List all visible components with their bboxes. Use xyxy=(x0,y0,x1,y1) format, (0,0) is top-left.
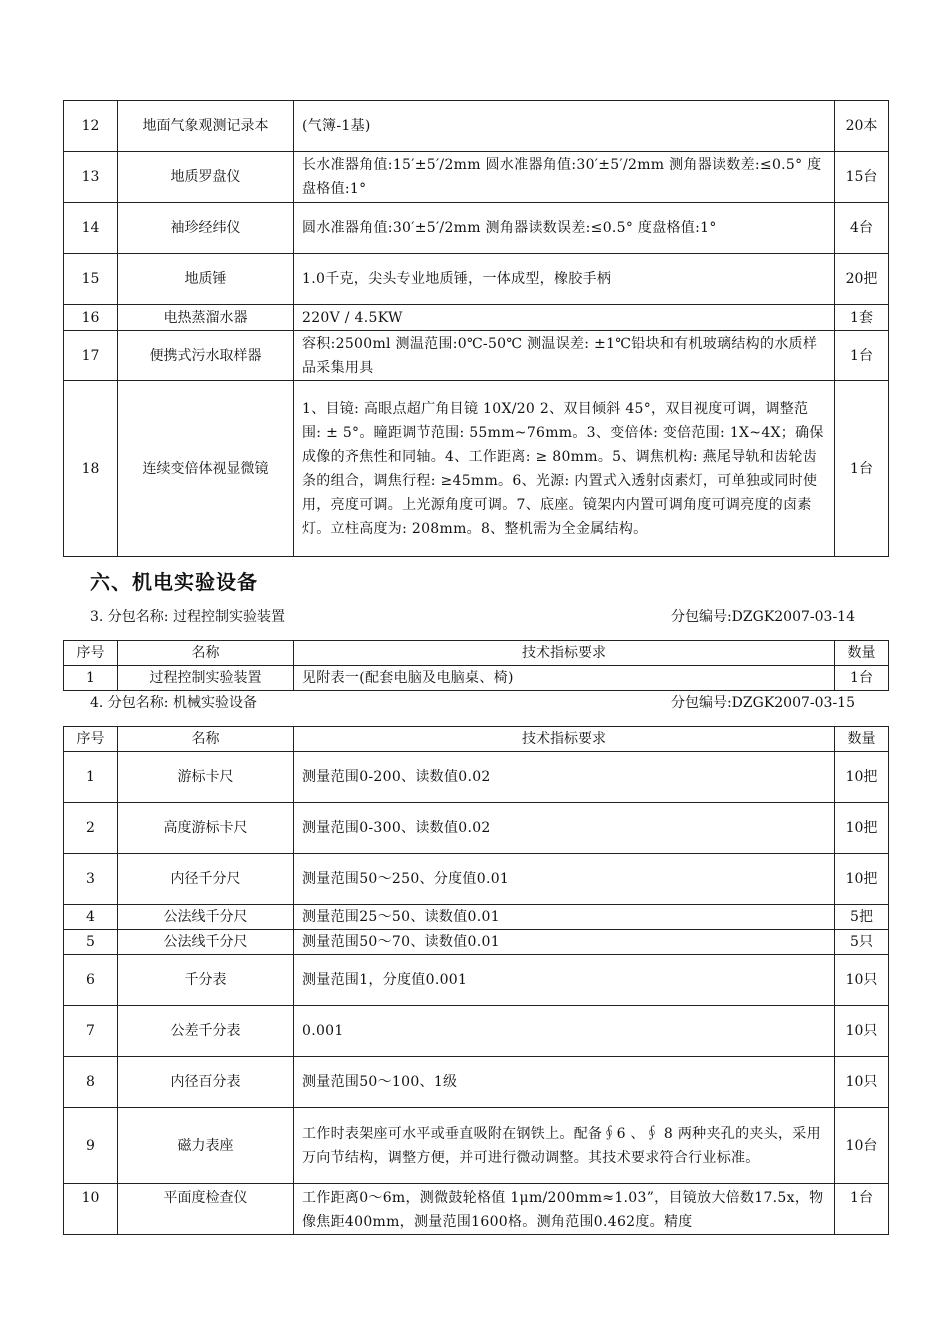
item-spec: 圆水准器角值:30′±5′/2mm 测角器读数误差:≤0.5° 度盘格值:1° xyxy=(294,203,835,254)
item-quantity: 5把 xyxy=(835,905,889,930)
item-name: 平面度检查仪 xyxy=(118,1184,294,1235)
header-spec: 技术指标要求 xyxy=(294,641,835,666)
row-number: 16 xyxy=(64,305,118,331)
item-name: 磁力表座 xyxy=(118,1108,294,1184)
header-number: 序号 xyxy=(64,641,118,666)
row-number: 4 xyxy=(64,905,118,930)
table-row xyxy=(64,854,889,905)
row-number: 15 xyxy=(64,254,118,305)
table-row xyxy=(64,803,889,854)
item-name: 便携式污水取样器 xyxy=(118,331,294,381)
header-name: 名称 xyxy=(118,641,294,666)
row-number: 13 xyxy=(64,152,118,203)
table-row xyxy=(64,752,889,803)
package-code: 分包编号:DZGK2007-03-15 xyxy=(670,695,855,711)
table-row xyxy=(64,930,889,955)
row-number: 8 xyxy=(64,1057,118,1108)
item-quantity: 10只 xyxy=(835,1006,889,1057)
table-row xyxy=(64,381,889,557)
item-name: 过程控制实验装置 xyxy=(118,666,294,691)
item-spec: 长水准器角值:15′±5′/2mm 圆水准器角值:30′±5′/2mm 测角器读数差:≤0.5° 度盘格值:1° xyxy=(294,152,835,203)
item-quantity: 10只 xyxy=(835,1057,889,1108)
row-number: 1 xyxy=(64,666,118,691)
table-row xyxy=(64,955,889,1006)
item-name: 游标卡尺 xyxy=(118,752,294,803)
table-row xyxy=(64,152,889,203)
item-name: 内径百分表 xyxy=(118,1057,294,1108)
item-quantity: 1台 xyxy=(835,1184,889,1235)
package-info xyxy=(90,692,855,714)
row-number: 1 xyxy=(64,752,118,803)
item-name: 地质锤 xyxy=(118,254,294,305)
table-row xyxy=(64,305,889,331)
table-row xyxy=(64,1057,889,1108)
table-row xyxy=(64,203,889,254)
item-name: 高度游标卡尺 xyxy=(118,803,294,854)
item-quantity: 1台 xyxy=(835,666,889,691)
table-row xyxy=(64,1108,889,1184)
item-quantity: 10把 xyxy=(835,854,889,905)
item-name: 千分表 xyxy=(118,955,294,1006)
item-name: 公差千分表 xyxy=(118,1006,294,1057)
row-number: 10 xyxy=(64,1184,118,1235)
item-quantity: 5只 xyxy=(835,930,889,955)
item-quantity: 15台 xyxy=(835,152,889,203)
row-number: 14 xyxy=(64,203,118,254)
package-name: 3. 分包名称: 过程控制实验装置 xyxy=(90,609,285,625)
row-number: 5 xyxy=(64,930,118,955)
item-spec: 1、目镜: 高眼点超广角目镜 10X/20 2、双目倾斜 45°，双目视度可调，调整范围: ± 5°。瞳距调节范围: 55mm~76mm。3、变倍体: 变倍范围: 1X~4X；确保成像的齐焦性和同轴。4、工作距离: ≥ 80mm。5、调焦机构: 燕尾导轨和齿轮齿条的组合，调焦行程: ≥45mm。6、光源: 内置式入透射卤素灯，可单独或同时使用，亮度可调。上光源角度可调。7、底座。镜架内内置可调角度可调亮度的卤素灯。立柱高度为: 208mm。8、整机需为全金属结构。 xyxy=(294,381,835,557)
item-spec: 测量范围0-200、读数值0.02 xyxy=(294,752,835,803)
item-name: 公法线千分尺 xyxy=(118,905,294,930)
row-number: 9 xyxy=(64,1108,118,1184)
item-spec: 1.0千克，尖头专业地质锤，一体成型，橡胶手柄 xyxy=(294,254,835,305)
item-name: 连续变倍体视显微镜 xyxy=(118,381,294,557)
item-quantity: 20本 xyxy=(835,101,889,152)
item-spec: 工作距离0～6m，测微鼓轮格值 1μm/200mm≈1.03”，目镜放大倍数17.5x，物像焦距400mm，测量范围1600格。测角范围0.462度。精度 xyxy=(294,1184,835,1235)
table-header-row xyxy=(64,641,889,666)
item-quantity: 10把 xyxy=(835,752,889,803)
table-row xyxy=(64,101,889,152)
table-header-row xyxy=(64,727,889,752)
table-row xyxy=(64,254,889,305)
table-process-control xyxy=(63,640,889,691)
row-number: 3 xyxy=(64,854,118,905)
header-spec: 技术指标要求 xyxy=(294,727,835,752)
item-quantity: 1台 xyxy=(835,381,889,557)
header-quantity: 数量 xyxy=(835,641,889,666)
item-quantity: 10台 xyxy=(835,1108,889,1184)
item-name: 袖珍经纬仪 xyxy=(118,203,294,254)
item-spec: 测量范围50～70、读数值0.01 xyxy=(294,930,835,955)
row-number: 7 xyxy=(64,1006,118,1057)
item-spec: 测量范围1，分度值0.001 xyxy=(294,955,835,1006)
table-mechanical-equipment xyxy=(63,726,889,1235)
item-spec: 测量范围50～250、分度值0.01 xyxy=(294,854,835,905)
item-quantity: 10只 xyxy=(835,955,889,1006)
item-name: 公法线千分尺 xyxy=(118,930,294,955)
item-name: 地面气象观测记录本 xyxy=(118,101,294,152)
package-code: 分包编号:DZGK2007-03-14 xyxy=(670,609,855,625)
table-row xyxy=(64,1006,889,1057)
header-quantity: 数量 xyxy=(835,727,889,752)
item-spec: 工作时表架座可水平或垂直吸附在钢铁上。配备∮6 、∮ 8 两种夹孔的夹头，采用万向节结构，调整方便，并可进行微动调整。其技术要求符合行业标准。 xyxy=(294,1108,835,1184)
table-row xyxy=(64,666,889,691)
table-row xyxy=(64,1184,889,1235)
item-spec: 容积:2500ml 测温范围:0℃-50℃ 测温误差: ±1℃铅块和有机玻璃结构的水质样品采集用具 xyxy=(294,331,835,381)
row-number: 17 xyxy=(64,331,118,381)
item-quantity: 10把 xyxy=(835,803,889,854)
row-number: 12 xyxy=(64,101,118,152)
item-name: 内径千分尺 xyxy=(118,854,294,905)
item-quantity: 4台 xyxy=(835,203,889,254)
package-info xyxy=(90,606,855,628)
item-spec: 测量范围0-300、读数值0.02 xyxy=(294,803,835,854)
item-quantity: 1台 xyxy=(835,331,889,381)
item-name: 电热蒸溜水器 xyxy=(118,305,294,331)
row-number: 18 xyxy=(64,381,118,557)
table-row xyxy=(64,905,889,930)
table-row xyxy=(64,331,889,381)
item-name: 地质罗盘仪 xyxy=(118,152,294,203)
item-spec: 0.001 xyxy=(294,1006,835,1057)
item-spec: 测量范围50～100、1级 xyxy=(294,1057,835,1108)
item-spec: 见附表一(配套电脑及电脑桌、椅) xyxy=(294,666,835,691)
item-quantity: 20把 xyxy=(835,254,889,305)
section-title: 六、机电实验设备 xyxy=(90,570,258,594)
item-quantity: 1套 xyxy=(835,305,889,331)
table-geology-equipment xyxy=(63,100,889,557)
item-spec: (气簿-1基) xyxy=(294,101,835,152)
header-name: 名称 xyxy=(118,727,294,752)
row-number: 2 xyxy=(64,803,118,854)
item-spec: 220V / 4.5KW xyxy=(294,305,835,331)
item-spec: 测量范围25～50、读数值0.01 xyxy=(294,905,835,930)
row-number: 6 xyxy=(64,955,118,1006)
package-name: 4. 分包名称: 机械实验设备 xyxy=(90,695,257,711)
header-number: 序号 xyxy=(64,727,118,752)
